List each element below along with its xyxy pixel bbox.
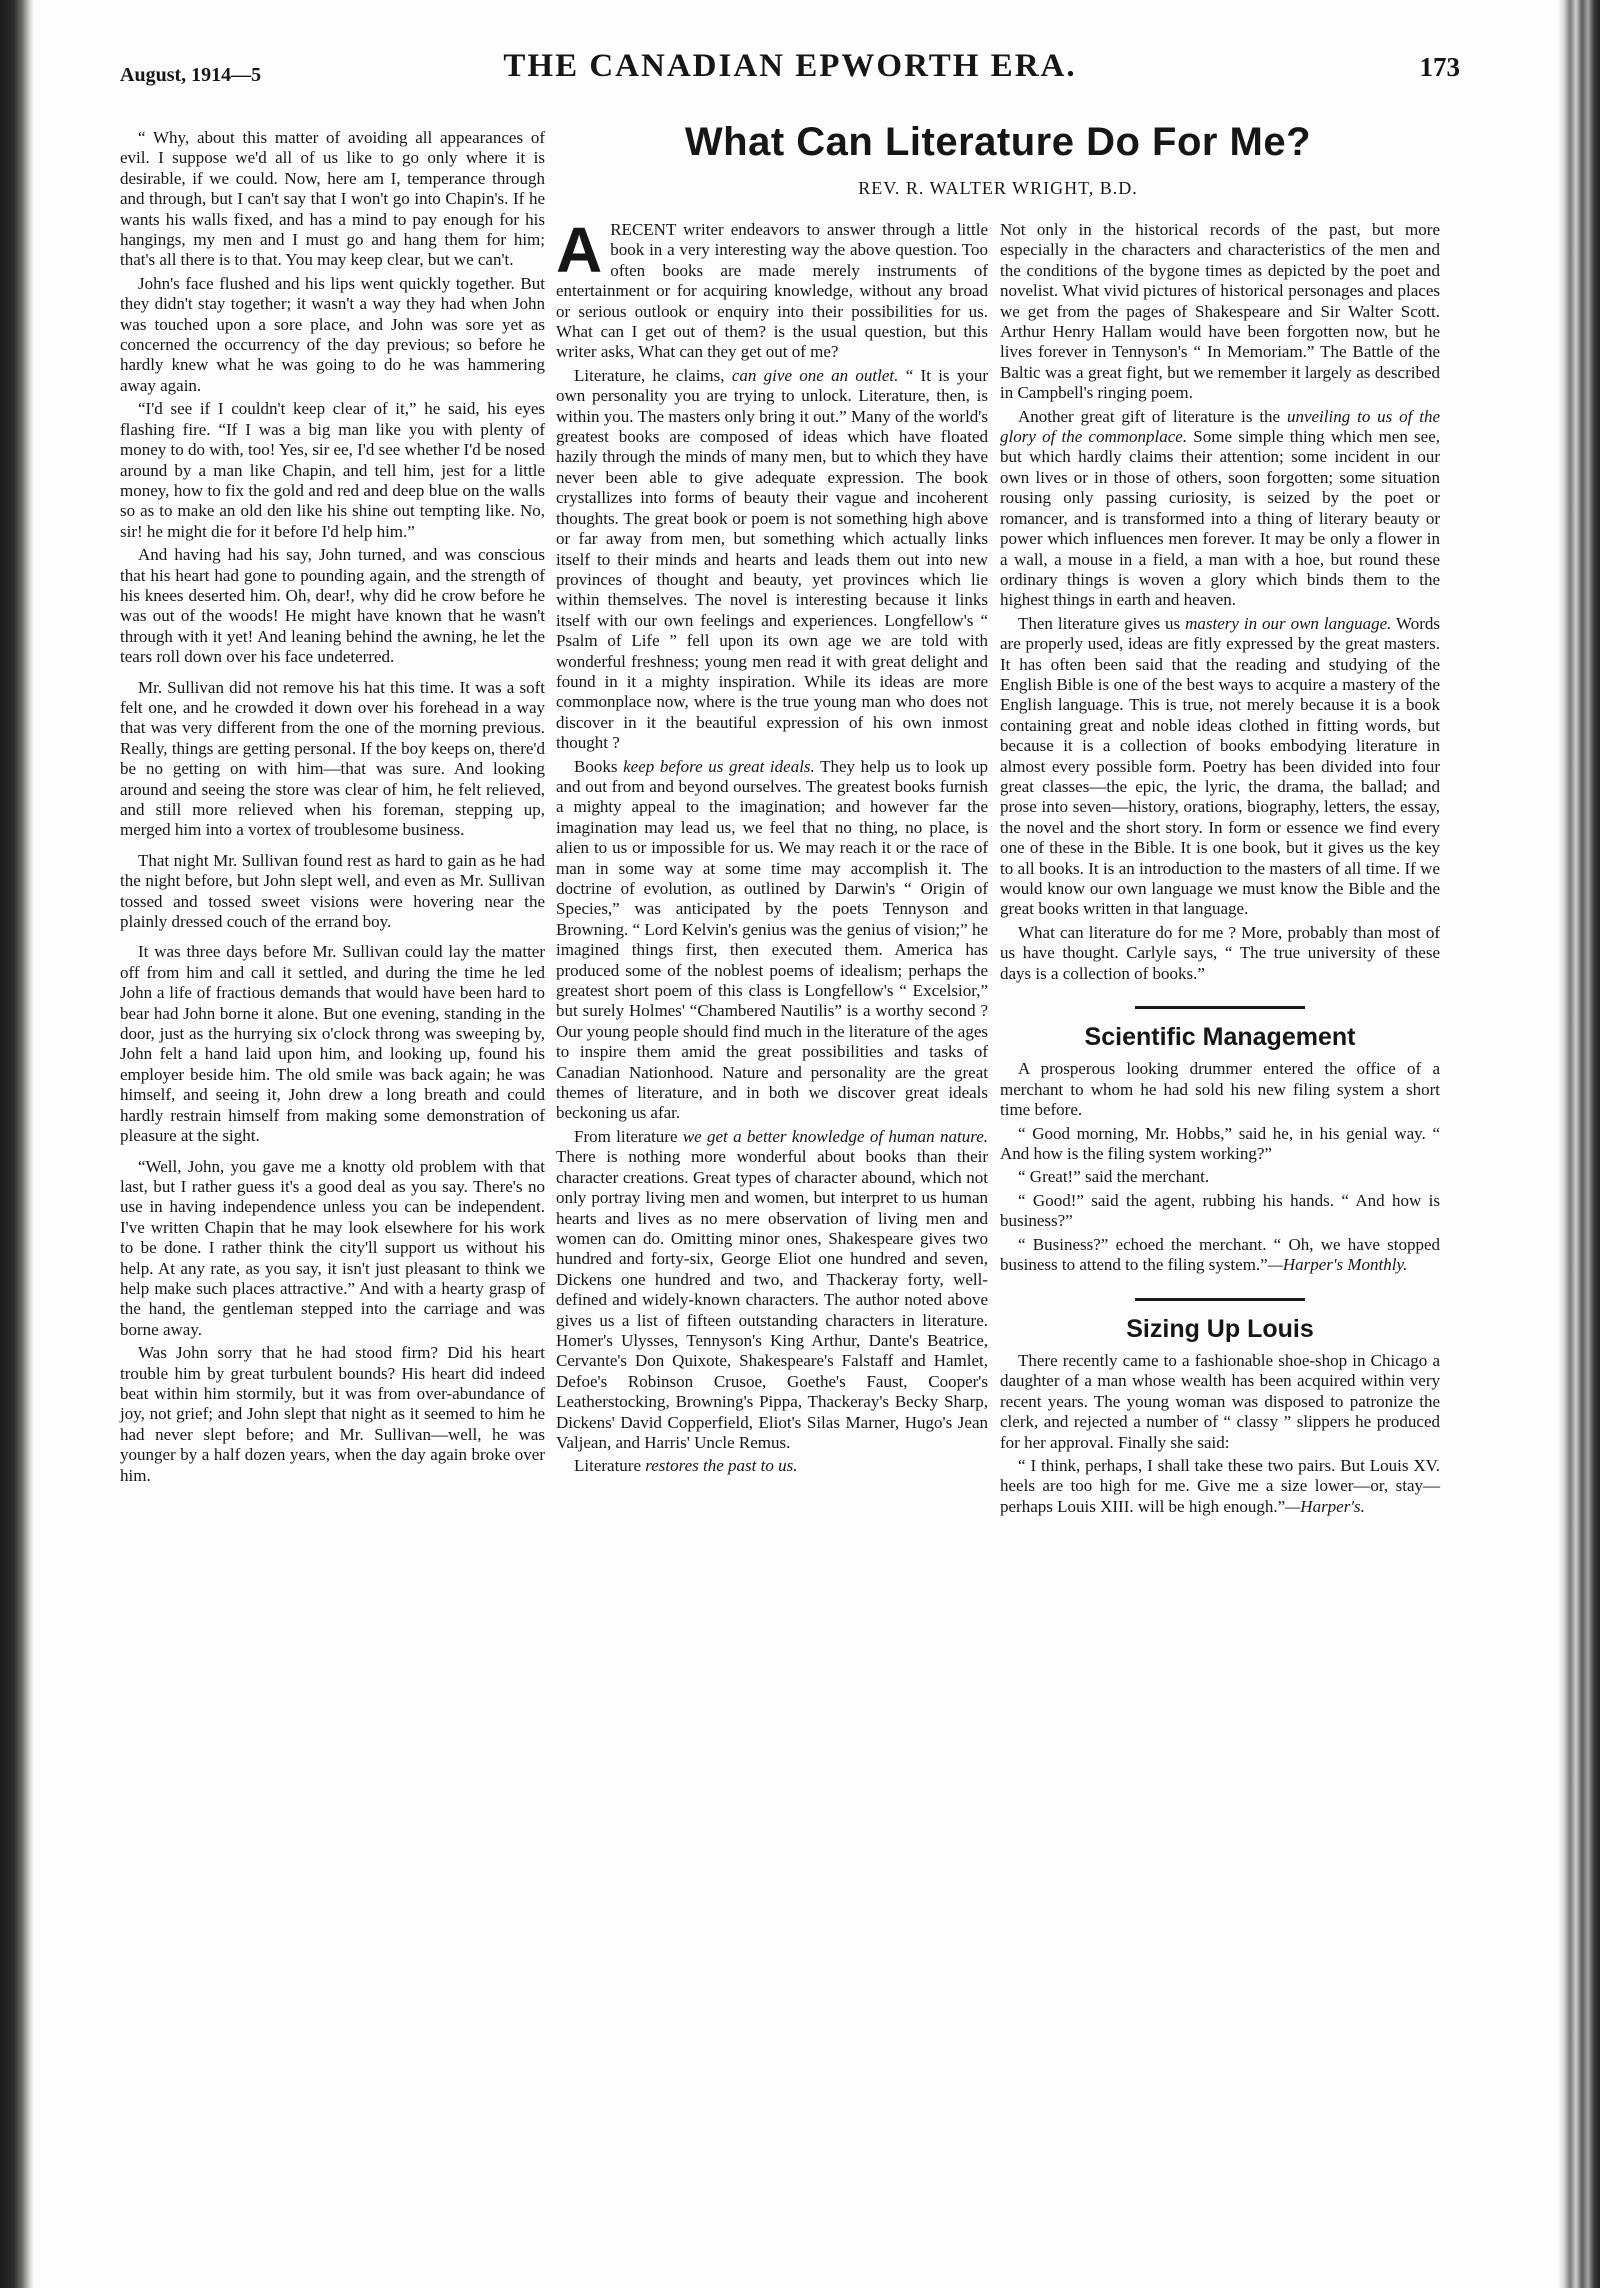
article-paragraph: Not only in the historical records of the past, but more especially in the characters and characteristics of the men and the conditions of the bygone times as depicted by the poet and novelist. What vivid pictures of historical personages and places we get from the pages of Shakespeare and Sir Walter Scott. Arthur Henry Hallam would have been forgotten now, but he lives forever in Tennyson's “ In Memoriam.” The Battle of the Baltic was a great fight, but we remember it largely as described in Campbell's ringing poem. — [1000, 220, 1440, 403]
article-paragraph: Another great gift of literature is the unveiling to us of the glory of the commonplace. Some simple thing which men see, but which hardly claims their attention; some incident in our own lives or in those of others, soon forgotten; some situation rousing only passing curiosity, is seized by the poet or romancer, and is transformed into a thing of literary beauty or power which influences men forever. It may be only a flower in a wall, a mouse in a field, a man with a hoe, but round these ordinary things is woven a glory which binds them to the highest things in earth and heaven. — [1000, 406, 1441, 610]
filler-paragraph: A prosperous looking drummer entered the office of a merchant to whom he had sold his new filing system a short time before. — [1000, 1059, 1440, 1120]
article-paragraph: Literature, he claims, can give one an outlet. “ It is your own personality you are trying to unlock. Literature, then, is within you. The masters only bring it out.” Many of the world's greatest books are composed of ideas which have floated hazily through the minds of many men, but to which they have never been able to give adequate expression. The book crystallizes into forms of beauty their vague and incoherent thoughts. The great book or poem is not something high above or far away from men, but something which actually links itself to their minds and hearts and leads them out into new provinces of thought and beauty, yet provinces which lie within themselves. The novel is interesting because it links itself with our own feelings and experiences. Longfellow's “ Psalm of Life ” fell upon its own age we are told with wonderful freshness; young men read it with great delight and found in it a mighty inspiration. While its ideas are more commonplace now, where is the true young man who does not discover in it the beautiful expression of his own inmost thought ? — [556, 365, 989, 753]
story-paragraph: “Well, John, you gave me a knotty old problem with that last, but I rather guess it's a good deal as you say. There's no use in having independence unless you can be independent. I've written Chapin that he may look elsewhere for his work to be done. I rather think the city'll support us without his help. At any rate, as you say, it isn't just pleasant to think we help make such places attractive.” And with a hearty grasp of the hand, the gentleman stepped into the carriage and was borne away. — [120, 1156, 545, 1339]
filler-paragraph: “ Great!” said the merchant. — [1018, 1167, 1210, 1187]
section-divider — [1135, 1006, 1305, 1009]
article-paragraph: Books keep before us great ideals. They help us to look up and out from and beyond ourselves. The greatest books furnish a mighty appeal to the imagination; and however far the imagination may lead us, we feel that no thing, no place, is alien to us or impossible for us. We may reach it or the race of man in some way at some time may accomplish it. The doctrine of evolution, as outlined by Darwin's “ Origin of Species,” was anticipated by the poets Tennyson and Browning. “ Lord Kelvin's genius was the genius of vision;” he imagined things first, then executed them. America has produced some of the noblest poems of idealism; perhaps the greatest short poem of this class is Longfellow's “ Excelsior,” but surely Holmes' “Chambered Nautilis” is a worthy second ? Our young people should find much in the literature of the ages to inspire them amid the great possibilities and tasks of Canadian Nationhood. Nature and personality are the great themes of literature, and in both we discover great ideals beckoning us afar. — [556, 756, 989, 1123]
article-column-1 — [556, 214, 989, 1480]
filler-paragraph: “ Business?” echoed the merchant. “ Oh, we have stopped business to attend to the filing system.”—Harper's Monthly. — [1000, 1234, 1440, 1275]
article-title: What Can Literature Do For Me? — [684, 120, 1312, 164]
article-paragraph: Then literature gives us mastery in our own language. Words are properly used, ideas are fitly expressed by the great masters. It has often been said that the reading and studying of the English Bible is one of the best ways to acquire a mastery of the English language. This is true, not merely because it is a book containing great and noble ideas clothed in fitting words, but because it is a collection of books embodying literature in almost every possible form. Poetry has been divided into four great classes—the epic, the lyric, the drama, the ballad; and prose into seven—history, orations, biography, letters, the essay, the novel and the short story. In form or essence we find every one of these in the Bible. It is one book, but it gives us the key to all books. It is an introduction to the masters of all time. If we would know our own language we must know the Bible and the great books written in that language. — [1000, 613, 1440, 919]
running-header — [120, 46, 1460, 96]
filler-paragraph: There recently came to a fashionable shoe-shop in Chicago a daughter of a man whose wealth has been acquired within very recent years. The young woman was disposed to patronize the clerk, and rejected a number of “ classy ” slippers he produced for her approval. Finally she said: — [1000, 1350, 1440, 1452]
source-credit: —Harper's Monthly. — [1267, 1255, 1408, 1275]
article-column-2 — [1000, 220, 1440, 1520]
drop-cap: A — [556, 214, 603, 286]
page-number: 173 — [1419, 52, 1460, 82]
binding-edge-left — [0, 0, 34, 2288]
story-column — [120, 128, 545, 2208]
story-paragraph: It was three days before Mr. Sullivan could lay the matter off from him and call it settled, and during the time he led John a life of fractious demands that would have been hard to bear had John borne it alone. But one evening, standing in the door, just as the hurrying six o'clock throng was sweeping by, John felt a hand laid upon him, and looking up, found his employer beside him. The old smile was back again; he was himself, and seeing it, John drew a long breath and could hardly restrain himself from making some demonstration of pleasure at the sight. — [120, 942, 545, 1146]
story-paragraph: “ Why, about this matter of avoiding all appearances of evil. I suppose we'd all of us like to go only where it is desirable, if we could. Now, here am I, temperance through and through, but I can't say that I won't go into Chapin's. If he wants his walls fixed, and has a mind to pay enough for his hangings, my men and I must go and hang them for him; that's all there is to that. You may keep clear, but we can't. — [120, 128, 545, 270]
article-paragraph: Literature restores the past to us. — [574, 1456, 798, 1476]
magazine-title: THE CANADIAN EPWORTH ERA. — [503, 48, 1077, 84]
page-stack-edge-right — [1558, 0, 1600, 2288]
filler-paragraph: “ I think, perhaps, I shall take these two pairs. But Louis XV. heels are too high for me. Give me a size lower—or, stay—perhaps Louis XIII. will be high enough.”—Harper's. — [1000, 1455, 1440, 1516]
story-paragraph: Mr. Sullivan did not remove his hat this time. It was a soft felt one, and he crowded it down over his forehead in a way that was very different from the one of the morning previous. Really, things are getting personal. If the boy keeps on, there'd be no getting on with him—that was sure. And looking around and seeing the store was clear of him, he felt relieved, and still more relieved when his foreman, stepping up, merged him into a vortex of troublesome business. — [120, 677, 545, 840]
article-paragraph: ARECENT writer endeavors to answer through a little book in a very interesting way the above question. Too often books are made merely instruments of entertainment or for acquiring knowledge, without any broad or serious outlook or enquiry into their possibilities for us. What can I get out of them? is the usual question, but this writer asks, What can they get out of me? — [556, 214, 988, 362]
section-title-scientific-management: Scientific Management — [1084, 1023, 1356, 1052]
filler-paragraph: “ Good morning, Mr. Hobbs,” said he, in his genial way. “ And how is the filing system working?” — [1000, 1123, 1440, 1164]
section-title-sizing-up-louis: Sizing Up Louis — [1126, 1314, 1314, 1343]
article-paragraph: From literature we get a better knowledge of human nature. There is nothing more wonderful about books than their character creations. Great types of character abound, which not only portray living men and women, but interpret to us human hearts and lives as no mere observation of living men and women can do. Omitting minor ones, Shakespeare gives two hundred and forty-six, George Eliot one hundred and seven, Dickens one hundred and two, and Thackeray forty, well-defined and widely-known characters. The author noted above gives us a list of fifteen outstanding characters in literature. Homer's Ulysses, Tennyson's King Arthur, Dante's Beatrice, Cervante's Don Quixote, Shakespeare's Falstaff and Hamlet, Defoe's Robinson Crusoe, Goethe's Faust, Cooper's Leatherstocking, Browning's Pippa, Thackeray's Becky Sharp, Dickens' David Copperfield, Eliot's Silas Marner, Hugo's Jean Valjean, and Harris' Uncle Remus. — [556, 1126, 988, 1452]
source-credit: —Harper's. — [1285, 1496, 1365, 1516]
article-byline: REV. R. WALTER WRIGHT, B.D. — [858, 178, 1138, 198]
story-paragraph: That night Mr. Sullivan found rest as hard to gain as he had the night before, but John slept well, and even as Mr. Sullivan tossed and tossed sweet visions were hovering near the plainly dressed couch of the errand boy. — [120, 850, 545, 932]
story-paragraph: John's face flushed and his lips went quickly together. But they didn't stay together; it wasn't a way they had when John was touched upon a sore place, and John was sore yet as concerned the occurrency of the day previous; so before he hardly knew what he was going to do he was hammering away again. — [120, 273, 545, 395]
story-paragraph: “I'd see if I couldn't keep clear of it,” he said, his eyes flashing fire. “If I was a big man like you with plenty of money to do with, too! Yes, sir ee, I'd see whether I'd be nosed around by a man like Chapin, and tell him, jest for a little money, how to fix the gold and red and deep blue on the walls so as to make an old den like his shine out tempting like. No, sir! he might die for it before I'd help him.” — [120, 399, 545, 541]
issue-date: August, 1914—5 — [120, 64, 262, 86]
story-paragraph: And having had his say, John turned, and was conscious that his heart had gone to pounding again, and the strength of his knees deserted him. Oh, dear!, why did he crow before he was out of the woods! He might have known that he wasn't through with it yet! And leaning behind the awning, he let the tears roll down over his face undeterred. — [120, 545, 545, 667]
section-divider — [1135, 1298, 1305, 1301]
filler-paragraph: “ Good!” said the agent, rubbing his hands. “ And how is business?” — [1000, 1190, 1440, 1231]
story-paragraph: Was John sorry that he had stood firm? Did his heart trouble him by great turbulent bounds? His heart did indeed beat within him stormily, but it was from over-abundance of joy, not grief; and John slept that night as it seemed to him he had never slept before; and Mr. Sullivan—well, he was younger by a half dozen years, when the day again broke over him. — [120, 1343, 545, 1485]
article-paragraph: What can literature do for me ? More, probably than most of us have thought. Carlyle says, “ The true university of these days is a collection of books.” — [1000, 922, 1440, 983]
